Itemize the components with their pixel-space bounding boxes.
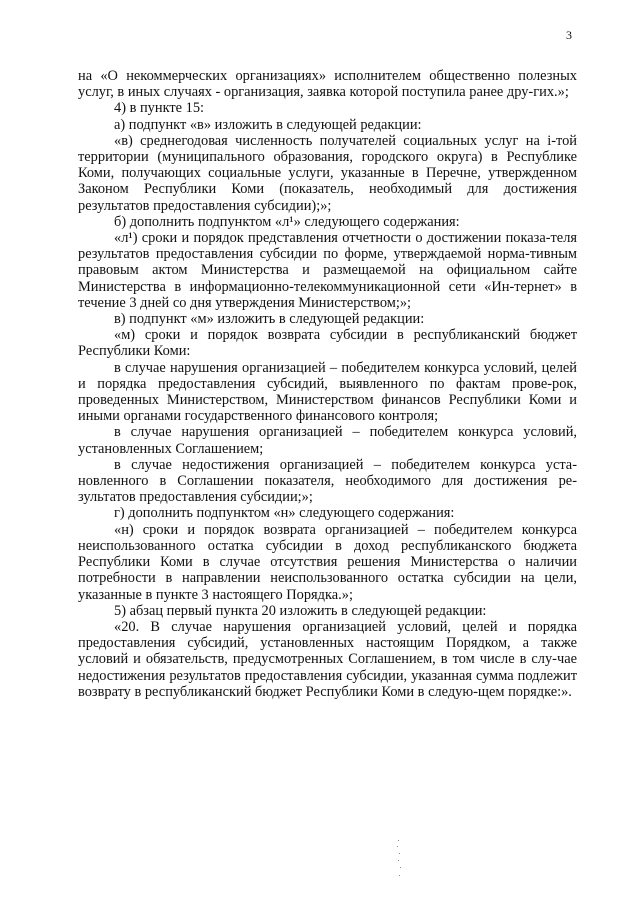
page-number: 3 <box>566 28 572 42</box>
paragraph-subitem-v: в) подпункт «м» изложить в следующей редакции: <box>114 311 425 328</box>
paragraph-subitem-b: б) дополнить подпунктом «л¹» следующего содержания: <box>114 213 460 230</box>
document-body <box>78 68 577 700</box>
paragraph-case-2: в случае нарушения организацией – победителем конкурса условий, установленных Соглашением; <box>78 424 577 457</box>
paragraph-item-4: 4) в пункте 15: <box>114 100 205 117</box>
paragraph-quote-l1: «л¹) сроки и порядок представления отчетности о достижении показа-теля результатов предоставления субсидии по форме, утверждаемой норма-тивным правовым актом Министерства и размещаемой на официальном сайте Министерства в информационно-телекоммуникационной сети «Ин-тернет» в течение 3 дней со дня утверждения Министерством;»; <box>78 230 577 311</box>
paragraph-quote-v: «в) среднегодовая численность получателей социальных услуг на i-той территории (муниципального образования, городского округа) в Республике Коми, получающих социальные услуги, указанные в Перечне, утвержденном Законом Республики Коми (показатель, необходимый для достижения результатов предоставления субсидии);»; <box>78 132 577 214</box>
paragraph-quote-m: «м) сроки и порядок возврата субсидии в республиканский бюджет Республики Коми: <box>78 327 577 360</box>
paragraph-item-5: 5) абзац первый пункта 20 изложить в следующей редакции: <box>114 602 487 619</box>
paragraph-quote-20: «20. В случае нарушения организацией условий, целей и порядка предоставления субсидий, установленных настоящим Порядком, а также условий и обязательств, предусмотренных Соглашением, в том числе в слу-чае недостижения результатов предоставления субсидии, указанная сумма подлежит возврату в республиканский бюджет Республики Коми в следую-щем порядке:». <box>78 618 577 700</box>
paragraph-case-3: в случае недостижения организацией – победителем конкурса уста-новленного в Соглашении показателя, необходимого для достижения ре-зультатов предоставления субсидии;»; <box>78 456 577 506</box>
paragraph-continuation: на «О некоммерческих организациях» исполнителем общественно полезных услуг, в иных случаях - организация, заявка которой поступила ранее дру-гих.»; <box>78 68 577 101</box>
paragraph-subitem-g: г) дополнить подпунктом «н» следующего содержания: <box>114 505 455 522</box>
paragraph-subitem-a: а) подпункт «в» изложить в следующей редакции: <box>114 116 422 133</box>
paragraph-quote-n: «н) сроки и порядок возврата организацией – победителем конкурса неиспользованного остатка субсидии в доход республиканского бюджета Республики Коми в случае отсутствия решения Министерства о наличии потребности в направлении неиспользованного остатка субсидии на цели, указанные в пункте 3 настоящего Порядка.»; <box>78 521 577 603</box>
paragraph-case-1: в случае нарушения организацией – победителем конкурса условий, целей и порядка предоставления субсидий, выявленного по фактам прове-рок, проведенных Министерством, Министерством финансов Республики Коми и иными органами государственного финансового контроля; <box>78 359 577 425</box>
scan-noise <box>396 840 404 880</box>
